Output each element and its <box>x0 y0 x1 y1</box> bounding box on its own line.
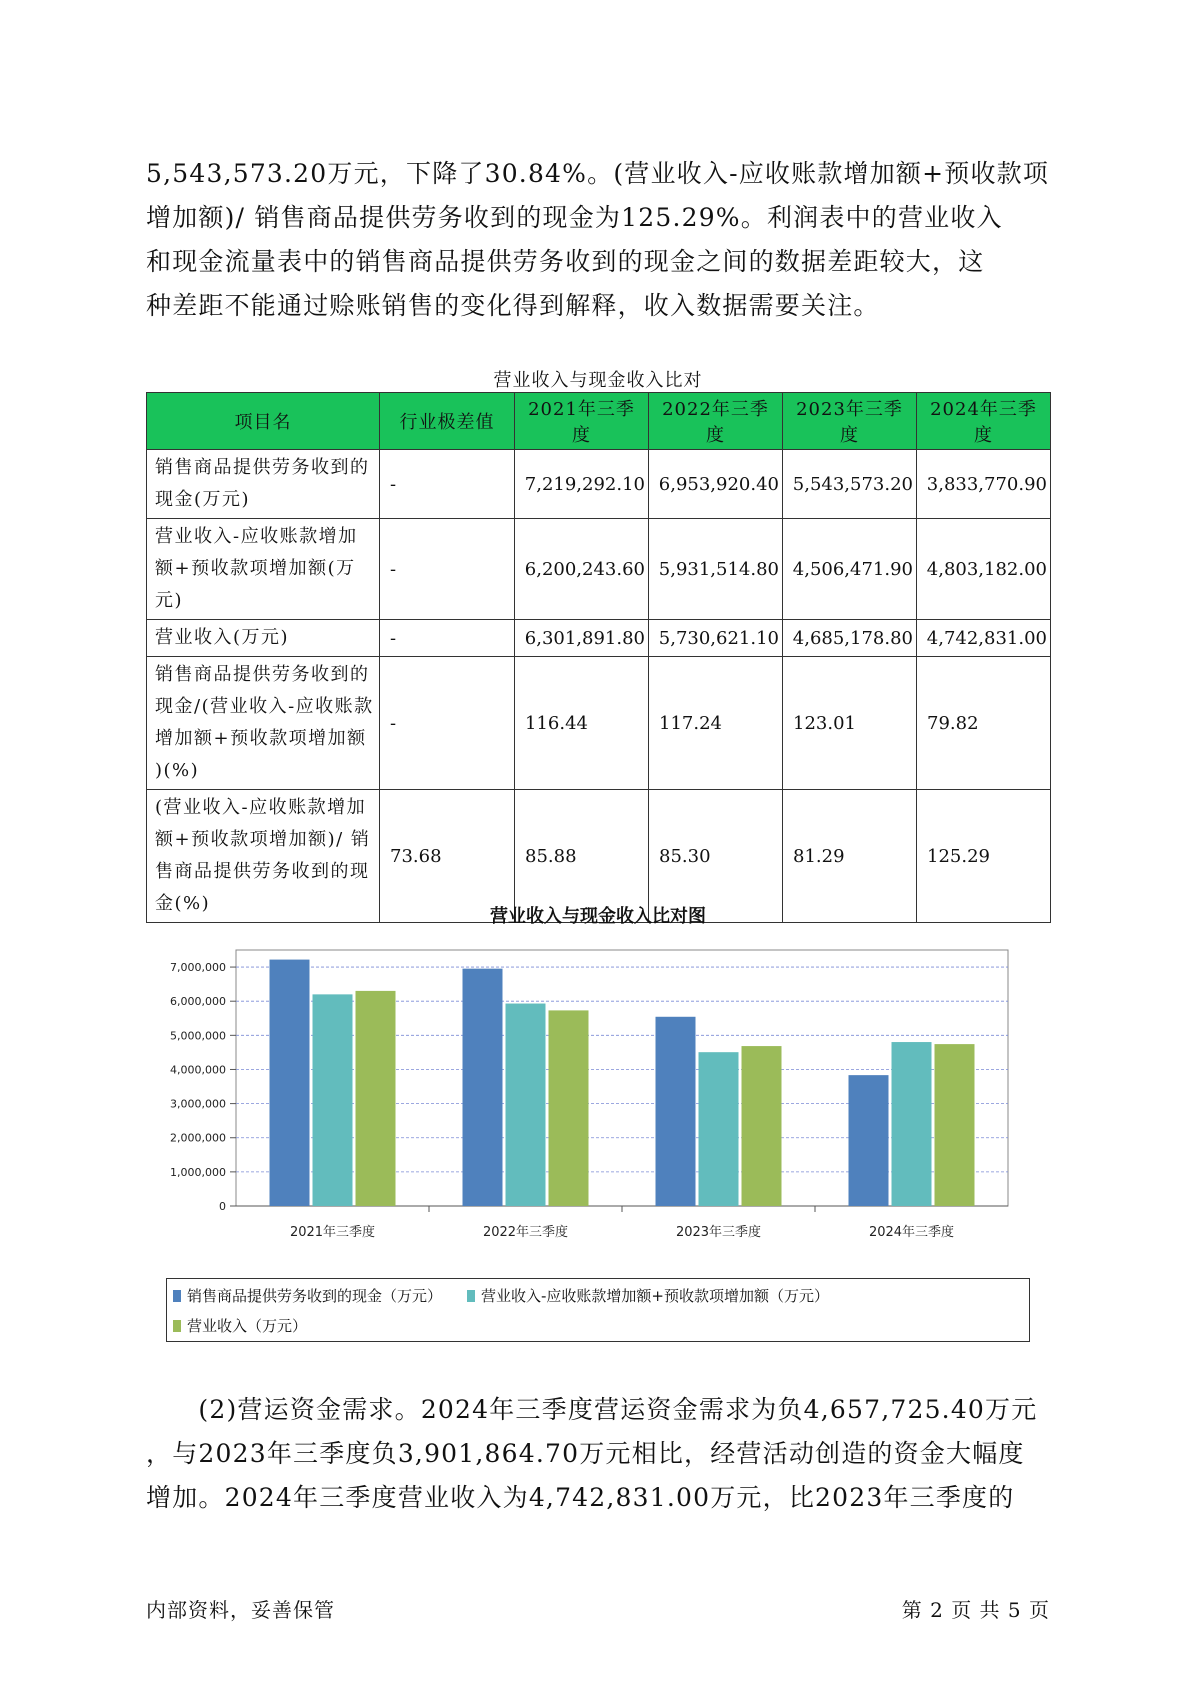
row-label-line: 售商品提供劳务收到的现 <box>155 861 370 882</box>
legend-item <box>173 1315 307 1336</box>
row-label-line: 营业收入-应收账款增加 <box>155 526 358 547</box>
table-cell: 125.29 <box>917 790 1051 923</box>
row-label-line: 现金(万元) <box>155 489 251 510</box>
paragraph-line: ，与2023年三季度负3,901,864.70万元相比，经营活动创造的资金大幅度 <box>146 1439 1025 1468</box>
row-label-line: 额+预收款项增加额(万元) <box>155 558 356 611</box>
table-cell: 6,953,920.40 <box>649 450 783 519</box>
paragraph-line: 增加额)/ 销售商品提供劳务收到的现金为125.29%。利润表中的营业收入 <box>146 203 1003 232</box>
header-2021q3: 2021年三季度 <box>515 393 649 450</box>
bar <box>506 1004 546 1206</box>
table-cell: 4,685,178.80 <box>783 620 917 657</box>
header-2023q3: 2023年三季度 <box>783 393 917 450</box>
table-cell: 117.24 <box>649 657 783 790</box>
legend-label: 营业收入（万元） <box>187 1317 308 1335</box>
table-cell: 4,506,471.90 <box>783 519 917 620</box>
y-tick-label: 7,000,000 <box>170 961 226 975</box>
y-tick-label: 5,000,000 <box>170 1029 226 1043</box>
legend-item <box>467 1285 829 1306</box>
table-header-row <box>147 393 1051 450</box>
paragraph-line: 增加。2024年三季度营业收入为4,742,831.00万元，比2023年三季度的 <box>146 1483 1015 1512</box>
y-tick-label: 3,000,000 <box>170 1097 226 1111</box>
paragraph-top <box>146 152 1050 328</box>
footer-page-number: 第 2 页 共 5 页 <box>901 1598 1050 1622</box>
bar-chart <box>146 898 1050 1348</box>
table-cell: 5,730,621.10 <box>649 620 783 657</box>
chart-legend <box>166 1278 1030 1342</box>
bar <box>742 1046 782 1206</box>
table-cell: - <box>380 519 515 620</box>
legend-item <box>173 1285 442 1306</box>
legend-label: 营业收入-应收账款增加额+预收款项增加额（万元） <box>481 1287 829 1305</box>
row-label-line: 额+预收款项增加额)/ 销 <box>155 829 371 850</box>
header-industry-range: 行业极差值 <box>380 393 515 450</box>
table-cell: 79.82 <box>917 657 1051 790</box>
row-label-line: 销售商品提供劳务收到的 <box>155 664 370 685</box>
x-tick-label: 2022年三季度 <box>482 1225 569 1240</box>
x-tick-label: 2023年三季度 <box>675 1225 762 1240</box>
table-cell: 81.29 <box>783 790 917 923</box>
row-label-line: 现金/(营业收入-应收账款 <box>155 696 374 717</box>
row-label-line: 增加额+预收款项增加额 <box>155 728 367 749</box>
paragraph-line: 和现金流量表中的销售商品提供劳务收到的现金之间的数据差距较大，这 <box>146 247 985 276</box>
paragraph-line: (2)营运资金需求。2024年三季度营运资金需求为负4,657,725.40万元 <box>146 1395 1038 1424</box>
table-cell: 5,543,573.20 <box>783 450 917 519</box>
x-tick-label: 2021年三季度 <box>289 1225 376 1240</box>
table-cell: 6,301,891.80 <box>515 620 649 657</box>
row-label-line: 销售商品提供劳务收到的 <box>155 457 370 478</box>
table-cell: 4,742,831.00 <box>917 620 1051 657</box>
table-cell: - <box>380 450 515 519</box>
row-label <box>147 519 380 620</box>
chart-title: 营业收入与现金收入比对图 <box>490 906 706 927</box>
y-tick-label: 6,000,000 <box>170 995 226 1009</box>
y-tick-label: 0 <box>219 1200 226 1213</box>
table-cell: 116.44 <box>515 657 649 790</box>
table-cell: - <box>380 657 515 790</box>
legend-label: 销售商品提供劳务收到的现金（万元） <box>187 1287 443 1305</box>
bar <box>656 1017 696 1206</box>
row-label-line: 营业收入(万元) <box>155 627 290 648</box>
bar <box>935 1044 975 1206</box>
row-label <box>147 620 380 657</box>
bar <box>849 1075 889 1206</box>
bar <box>892 1042 932 1206</box>
legend-swatch <box>467 1290 475 1302</box>
row-label-line: )(%) <box>155 760 200 781</box>
y-tick-label: 2,000,000 <box>170 1131 226 1145</box>
bar <box>313 994 353 1206</box>
legend-swatch <box>173 1290 181 1302</box>
row-label <box>147 450 380 519</box>
comparison-table <box>146 392 1051 923</box>
table-cell: 123.01 <box>783 657 917 790</box>
table-cell: 7,219,292.10 <box>515 450 649 519</box>
header-2022q3: 2022年三季度 <box>649 393 783 450</box>
header-item-name: 项目名 <box>147 393 380 450</box>
table-cell: 85.88 <box>515 790 649 923</box>
table-cell: - <box>380 620 515 657</box>
table-row <box>147 657 1051 790</box>
table-cell: 85.30 <box>649 790 783 923</box>
header-2024q3: 2024年三季度 <box>917 393 1051 450</box>
table-cell: 5,931,514.80 <box>649 519 783 620</box>
row-label <box>147 657 380 790</box>
table-row <box>147 450 1051 519</box>
bar <box>549 1010 589 1206</box>
bar <box>270 960 310 1206</box>
bar <box>356 991 396 1206</box>
legend-swatch <box>173 1320 181 1332</box>
table-row <box>147 519 1051 620</box>
table-cell: 4,803,182.00 <box>917 519 1051 620</box>
paragraph-bottom <box>146 1388 1046 1520</box>
bar <box>699 1052 739 1206</box>
y-tick-label: 1,000,000 <box>170 1165 226 1179</box>
bar <box>463 969 503 1206</box>
row-label-line: 金(%) <box>155 893 211 914</box>
table-title: 营业收入与现金收入比对 <box>493 370 703 391</box>
y-tick-label: 4,000,000 <box>170 1063 226 1077</box>
footer-confidential-note: 内部资料，妥善保管 <box>146 1598 335 1622</box>
chart-plot <box>146 898 1050 1278</box>
paragraph-line: 种差距不能通过赊账销售的变化得到解释，收入数据需要关注。 <box>146 291 880 320</box>
table-row <box>147 620 1051 657</box>
table-cell: 3,833,770.90 <box>917 450 1051 519</box>
x-tick-label: 2024年三季度 <box>868 1225 955 1240</box>
table-cell: 73.68 <box>380 790 515 923</box>
table-cell: 6,200,243.60 <box>515 519 649 620</box>
paragraph-line: 5,543,573.20万元，下降了30.84%。(营业收入-应收账款增加额+预收款项 <box>146 159 1050 188</box>
row-label-line: (营业收入-应收账款增加 <box>155 797 367 818</box>
